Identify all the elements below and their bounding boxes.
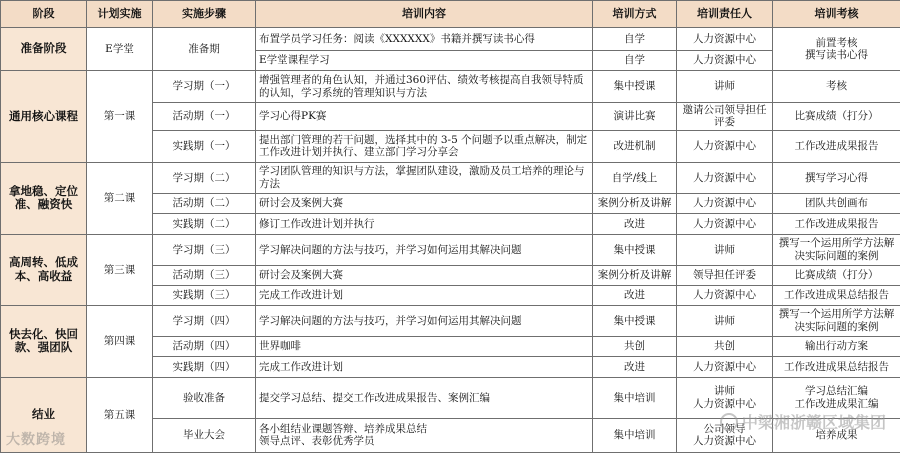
- method-cell: 演讲比赛: [593, 103, 677, 131]
- stage-cell: 通用核心课程: [1, 71, 87, 163]
- owner-cell: 共创: [677, 336, 773, 357]
- assessment-cell: 学习总结汇编 工作改进成果汇编: [773, 377, 900, 418]
- table-row: [1, 71, 900, 103]
- step-cell: 验收准备: [153, 377, 256, 418]
- assessment-cell: 撰写学习心得: [773, 162, 900, 193]
- method-cell: 集中授课: [593, 234, 677, 265]
- header-assessment: 培训考核: [773, 1, 900, 28]
- header-content: 培训内容: [256, 1, 593, 28]
- method-cell: 共创: [593, 336, 677, 357]
- method-cell: 自学: [593, 28, 677, 51]
- method-cell: 自学/线上: [593, 162, 677, 193]
- assessment-cell: 团队共创画布: [773, 193, 900, 214]
- owner-cell: 公司领导 人力资源中心: [677, 418, 773, 452]
- content-cell: 完成工作改进计划: [256, 357, 593, 378]
- stage-cell: 快去化、快回款、强团队: [1, 305, 87, 377]
- plan-cell: 第一课: [87, 71, 153, 163]
- stage-cell: 结业: [1, 377, 87, 452]
- owner-cell: 人力资源中心: [677, 28, 773, 51]
- watermark-right: [720, 410, 886, 433]
- plan-cell: 第四课: [87, 305, 153, 377]
- watermark-left: 大数跨境: [6, 432, 66, 448]
- assessment-cell: 输出行动方案: [773, 336, 900, 357]
- step-cell: 活动期（一）: [153, 103, 256, 131]
- stage-cell: 高周转、低成本、高收益: [1, 234, 87, 305]
- table-row: [1, 28, 900, 51]
- method-cell: 改进: [593, 214, 677, 235]
- owner-cell: 人力资源中心: [677, 286, 773, 306]
- assessment-cell: 撰写一个运用所学方法解决实际问题的案例: [773, 305, 900, 336]
- step-cell: 学习期（四）: [153, 305, 256, 336]
- assessment-cell: 工作改进成果总结报告: [773, 357, 900, 378]
- assessment-cell: 撰写一个运用所学方法解决实际问题的案例: [773, 234, 900, 265]
- content-cell: 修订工作改进计划并执行: [256, 214, 593, 235]
- plan-cell: 第五课: [87, 377, 153, 452]
- owner-cell: 人力资源中心: [677, 50, 773, 71]
- method-cell: 案例分析及讲解: [593, 193, 677, 214]
- step-cell: 学习期（三）: [153, 234, 256, 265]
- stage-cell: 准备阶段: [1, 28, 87, 71]
- table-row: [1, 162, 900, 193]
- method-cell: 集中授课: [593, 305, 677, 336]
- assessment-cell: 考核: [773, 71, 900, 103]
- content-cell: 完成工作改进计划: [256, 286, 593, 306]
- owner-cell: 邀请公司领导担任评委: [677, 103, 773, 131]
- method-cell: 改进: [593, 286, 677, 306]
- assessment-cell: 培养成果: [773, 418, 900, 452]
- owner-cell: 讲师 人力资源中心: [677, 377, 773, 418]
- content-cell: 布置学员学习任务：阅读《XXXXXX》书籍并撰写读书心得: [256, 28, 593, 51]
- step-cell: 活动期（四）: [153, 336, 256, 357]
- method-cell: 集中培训: [593, 418, 677, 452]
- table-row: [1, 234, 900, 265]
- header-stage: 阶段: [1, 1, 87, 28]
- step-cell: 活动期（二）: [153, 193, 256, 214]
- content-cell: 学习解决问题的方法与技巧，并学习如何运用其解决问题: [256, 305, 593, 336]
- step-cell: 实践期（三）: [153, 286, 256, 306]
- method-cell: 案例分析及讲解: [593, 265, 677, 286]
- owner-cell: 人力资源中心: [677, 357, 773, 378]
- assessment-cell: 工作改进成果报告: [773, 214, 900, 235]
- header-step: 实施步骤: [153, 1, 256, 28]
- plan-cell: E学堂: [87, 28, 153, 71]
- owner-cell: 领导担任评委: [677, 265, 773, 286]
- assessment-cell: 比赛成绩（打分）: [773, 103, 900, 131]
- assessment-cell: 工作改进成果总结报告: [773, 286, 900, 306]
- step-cell: 实践期（四）: [153, 357, 256, 378]
- step-cell: 实践期（二）: [153, 214, 256, 235]
- method-cell: 改进: [593, 357, 677, 378]
- step-cell: 学习期（二）: [153, 162, 256, 193]
- owner-cell: 人力资源中心: [677, 214, 773, 235]
- content-cell: 世界咖啡: [256, 336, 593, 357]
- header-row: [1, 1, 900, 28]
- step-cell: 实践期（一）: [153, 130, 256, 162]
- owner-cell: 人力资源中心: [677, 193, 773, 214]
- step-cell: 学习期（一）: [153, 71, 256, 103]
- stage-cell: 拿地稳、定位准、融资快: [1, 162, 87, 234]
- content-cell: 学习团队管理的知识与方法，掌握团队建设，激励及员工培养的理论与方法: [256, 162, 593, 193]
- assessment-cell: 工作改进成果报告: [773, 130, 900, 162]
- owner-cell: 讲师: [677, 234, 773, 265]
- method-cell: 集中培训: [593, 377, 677, 418]
- owner-cell: 讲师: [677, 305, 773, 336]
- content-cell: 学习解决问题的方法与技巧，并学习如何运用其解决问题: [256, 234, 593, 265]
- step-cell: 准备期: [153, 28, 256, 71]
- content-cell: 提交学习总结、提交工作改进成果报告、案例汇编: [256, 377, 593, 418]
- header-plan: 计划实施: [87, 1, 153, 28]
- step-cell: 毕业大会: [153, 418, 256, 452]
- method-cell: 集中授课: [593, 71, 677, 103]
- owner-cell: 人力资源中心: [677, 162, 773, 193]
- header-method: 培训方式: [593, 1, 677, 28]
- plan-cell: 第二课: [87, 162, 153, 234]
- method-cell: 自学: [593, 50, 677, 71]
- content-cell: 研讨会及案例大赛: [256, 265, 593, 286]
- plan-cell: 第三课: [87, 234, 153, 305]
- content-cell: 研讨会及案例大赛: [256, 193, 593, 214]
- content-cell: E学堂课程学习: [256, 50, 593, 71]
- method-cell: 改进机制: [593, 130, 677, 162]
- owner-cell: 人力资源中心: [677, 130, 773, 162]
- assessment-cell: 前置考核 撰写读书心得: [773, 28, 900, 71]
- content-cell: 各小组结业课题答辩、培养成果总结 领导点评、表彰优秀学员: [256, 418, 593, 452]
- table-row: [1, 305, 900, 336]
- step-cell: 活动期（三）: [153, 265, 256, 286]
- content-cell: 学习心得PK赛: [256, 103, 593, 131]
- content-cell: 增强管理者的角色认知，并通过360评估、绩效考核提高自我领导特质的认知，学习系统的管理知识与方法: [256, 71, 593, 103]
- watermark-right-text: 中梁湘浙赣区域集团: [741, 413, 886, 432]
- owner-cell: 讲师: [677, 71, 773, 103]
- assessment-cell: 比赛成绩（打分）: [773, 265, 900, 286]
- wechat-icon: [720, 413, 738, 431]
- content-cell: 提出部门管理的若干问题，选择其中的 3-5 个问题予以重点解决，制定工作改进计划并执行、建立部门学习分享会: [256, 130, 593, 162]
- header-owner: 培训责任人: [677, 1, 773, 28]
